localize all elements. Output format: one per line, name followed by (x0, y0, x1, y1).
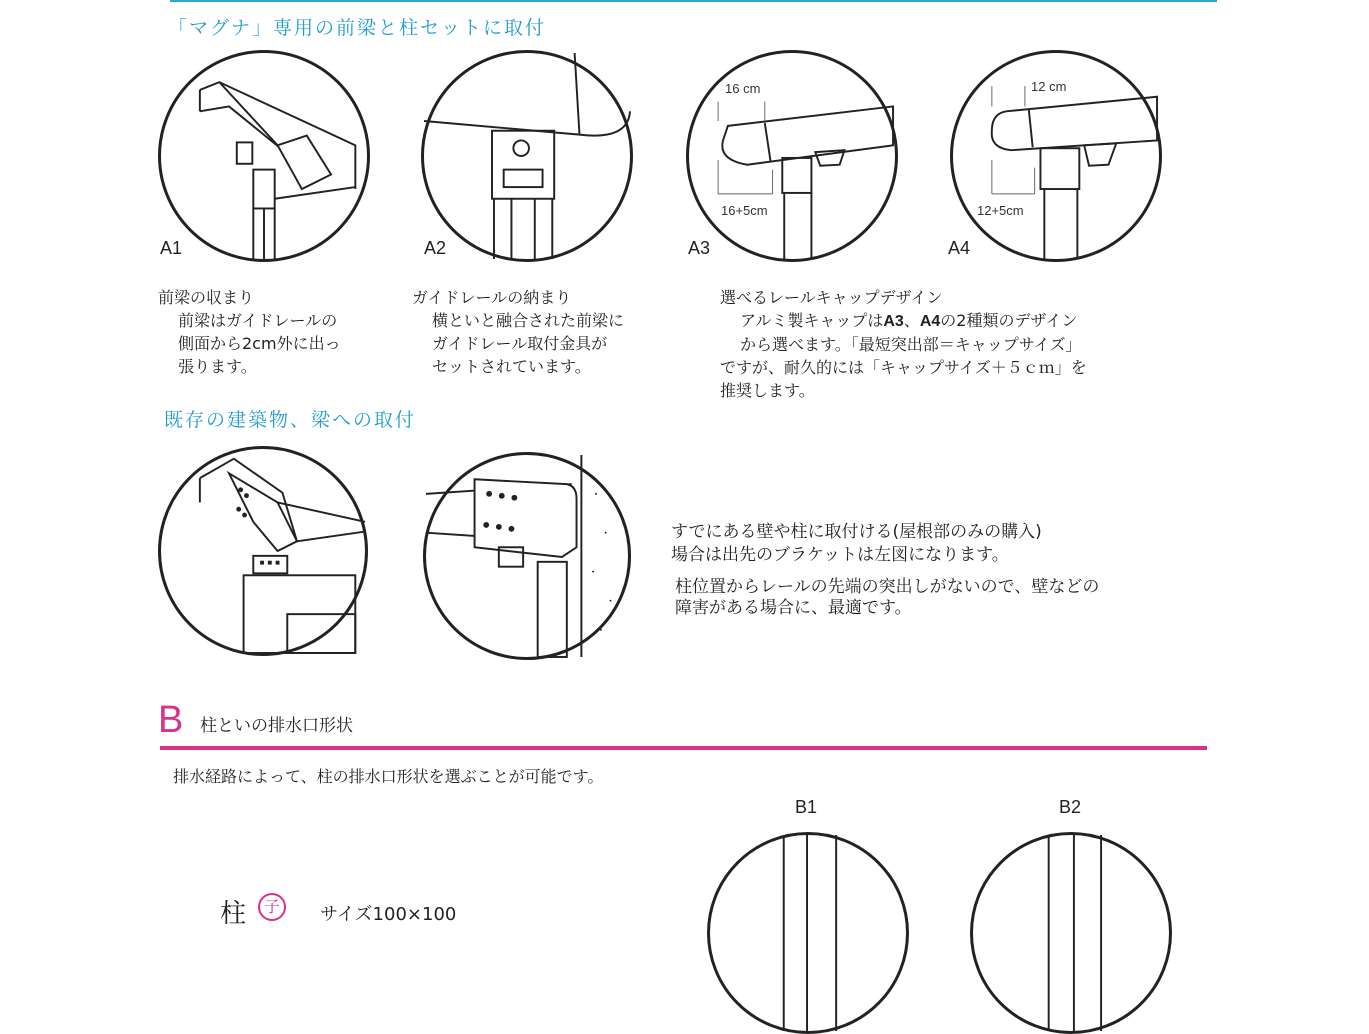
figure-b1 (707, 832, 909, 1034)
a4-dim-top: 12 cm (1031, 79, 1067, 94)
a3-drawing (689, 53, 895, 259)
section-b-description: 排水経路によって、柱の排水口形状を選ぶことが可能です。 (173, 767, 604, 786)
existing-1-drawing (161, 449, 365, 653)
figure-a2 (421, 50, 633, 262)
caption-line: セットされています。 (432, 357, 591, 376)
existing-2-drawing (426, 455, 628, 657)
caption-line: 推奨します。 (720, 381, 815, 400)
caption-front-beam (158, 286, 341, 378)
caption-front-beam-heading: 前梁の収まり (158, 288, 255, 307)
a2-drawing (424, 53, 630, 259)
a3-dim-top: 16 cm (725, 81, 761, 96)
figure-label-b2: B2 (1059, 797, 1082, 817)
pillar-label: 柱 (220, 899, 247, 929)
caption-line: 側面から2cm外に出っ (178, 334, 341, 353)
a4-dim-bottom: 12+5cm (977, 203, 1024, 218)
caption-line: 前梁はガイドレールの (178, 311, 338, 330)
a4-ref: A4 (919, 313, 941, 330)
existing-text-line: 障害がある場合に、最適です。 (675, 598, 912, 618)
caption-rail-cap-heading: 選べるレールキャップデザイン (720, 288, 943, 307)
pillar-size: サイズ100×100 (320, 904, 457, 925)
figure-label-a1: A1 (160, 238, 183, 258)
figure-label-b1: B1 (795, 797, 818, 817)
existing-text-line: すでにある壁や柱に取付ける(屋根部のみの購入) (671, 522, 1042, 542)
caption-guide-rail (412, 286, 624, 378)
caption-line: 張ります。 (178, 357, 257, 376)
pillar-badge: 子 (258, 893, 286, 921)
b1-drawing (710, 835, 906, 1031)
section-letter-b: B (158, 699, 184, 741)
figure-a1 (158, 50, 370, 262)
caption-guide-rail-heading: ガイドレールの納まり (412, 288, 572, 307)
figure-existing-1 (158, 446, 368, 656)
b2-drawing (973, 835, 1169, 1031)
figure-label-a3: A3 (688, 238, 711, 258)
figure-label-a2: A2 (424, 238, 447, 258)
caption-line: から選べます。「最短突出部＝キャップサイズ」 (740, 335, 1082, 354)
figure-b2 (970, 832, 1172, 1034)
figure-label-a4: A4 (948, 238, 971, 258)
a1-drawing (161, 53, 367, 259)
top-rule (170, 0, 1217, 2)
existing-text-2 (675, 577, 1099, 619)
existing-text-line: 場合は出先のブラケットは左図になります。 (671, 545, 1009, 565)
existing-text-1 (671, 521, 1042, 567)
figure-a4 (950, 50, 1162, 262)
caption-line: アルミ製キャップはA3、A4の2種類のデザイン (740, 311, 1078, 330)
caption-line: ガイドレール取付金具が (432, 334, 608, 353)
section-title-magna: 「マグナ」専用の前梁と柱セットに取付 (168, 17, 547, 39)
section-b-rule (160, 746, 1207, 750)
a3-dim-bottom: 16+5cm (721, 203, 768, 218)
section-title-existing: 既存の建築物、梁への取付 (164, 409, 417, 431)
section-title-drain: 柱といの排水口形状 (200, 716, 353, 736)
caption-line: 横といと融合された前梁に (432, 311, 625, 330)
caption-line: ですが、耐久的には「キャップサイズ＋５ｃｍ」を (720, 358, 1087, 377)
caption-rail-cap (720, 286, 1087, 402)
existing-text-line: 柱位置からレールの先端の突出しがないので、壁などの (675, 577, 1100, 597)
figure-existing-2 (423, 452, 631, 660)
figure-a3 (686, 50, 898, 262)
a3-ref: A3 (883, 313, 904, 330)
